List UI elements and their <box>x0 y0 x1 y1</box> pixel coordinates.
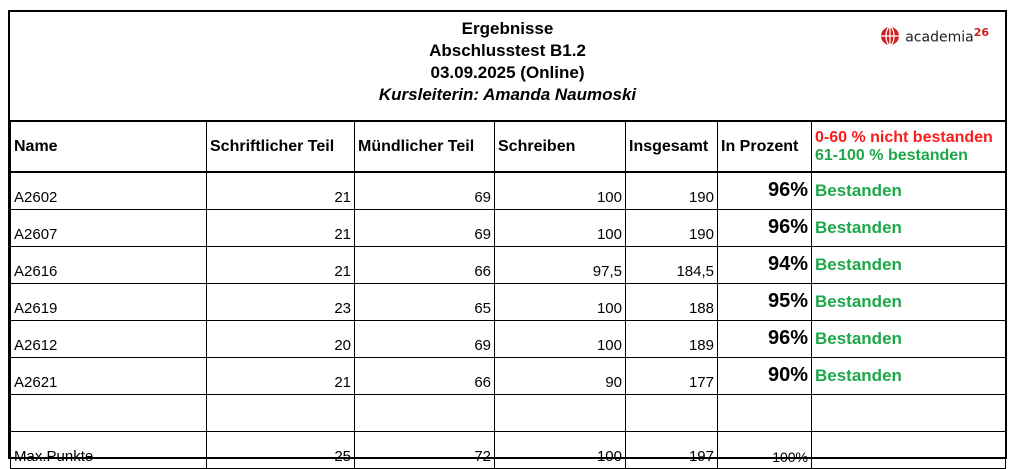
max-writing: 100 <box>495 431 626 468</box>
table-row <box>11 172 1006 209</box>
table-row <box>11 357 1006 394</box>
cell-written: 20 <box>207 320 355 357</box>
academia-logo <box>880 26 989 46</box>
cell-oral: 69 <box>355 209 495 246</box>
cell-percent: 96% <box>718 320 812 357</box>
cell-written: 23 <box>207 283 355 320</box>
cell-name: A2612 <box>11 320 207 357</box>
cell-writing: 100 <box>495 283 626 320</box>
sheet-title: Ergebnisse <box>461 19 554 38</box>
cell-oral: 65 <box>355 283 495 320</box>
cell-name: A2616 <box>11 246 207 283</box>
empty-cell <box>812 431 1006 468</box>
cell-name: A2619 <box>11 283 207 320</box>
cell-oral: 66 <box>355 246 495 283</box>
cell-writing: 100 <box>495 209 626 246</box>
cell-total: 188 <box>626 283 718 320</box>
cell-percent: 96% <box>718 209 812 246</box>
max-written: 25 <box>207 431 355 468</box>
cell-written: 21 <box>207 172 355 209</box>
globe-logo-icon <box>880 26 900 46</box>
legend-pass: 61-100 % bestanden <box>815 146 968 164</box>
cell-total: 190 <box>626 172 718 209</box>
cell-status: Bestanden <box>812 209 1006 246</box>
table-row <box>11 320 1006 357</box>
table-row <box>11 246 1006 283</box>
cell-oral: 69 <box>355 320 495 357</box>
cell-status: Bestanden <box>812 283 1006 320</box>
col-header-percent: In Prozent <box>718 121 812 172</box>
max-total: 197 <box>626 431 718 468</box>
test-date: 03.09.2025 (Online) <box>430 63 585 82</box>
cell-name: A2621 <box>11 357 207 394</box>
cell-writing: 100 <box>495 320 626 357</box>
cell-total: 190 <box>626 209 718 246</box>
grading-legend <box>812 121 1006 172</box>
test-name: Abschlusstest B1.2 <box>429 41 586 60</box>
table-header-row <box>11 121 1006 172</box>
max-percent: 100% <box>718 431 812 468</box>
empty-cell <box>812 394 1006 431</box>
cell-written: 21 <box>207 246 355 283</box>
cell-status: Bestanden <box>812 320 1006 357</box>
cell-percent: 96% <box>718 172 812 209</box>
cell-total: 184,5 <box>626 246 718 283</box>
cell-oral: 66 <box>355 357 495 394</box>
cell-writing: 100 <box>495 172 626 209</box>
cell-total: 189 <box>626 320 718 357</box>
cell-percent: 95% <box>718 283 812 320</box>
cell-percent: 94% <box>718 246 812 283</box>
max-points-row <box>11 431 1006 468</box>
empty-row <box>11 394 1006 431</box>
empty-cell <box>11 394 207 431</box>
cell-name: A2607 <box>11 209 207 246</box>
legend-fail: 0-60 % nicht bestanden <box>815 128 993 146</box>
empty-cell <box>718 394 812 431</box>
table-row <box>11 283 1006 320</box>
sheet-header <box>10 12 1005 120</box>
max-label: Max.Punkte <box>11 431 207 468</box>
results-table <box>10 120 1006 469</box>
cell-percent: 90% <box>718 357 812 394</box>
empty-cell <box>355 394 495 431</box>
cell-written: 21 <box>207 209 355 246</box>
cell-written: 21 <box>207 357 355 394</box>
col-header-total: Insgesamt <box>626 121 718 172</box>
max-oral: 72 <box>355 431 495 468</box>
table-row <box>11 209 1006 246</box>
col-header-name: Name <box>11 121 207 172</box>
instructor: Kursleiterin: Amanda Naumoski <box>378 85 637 104</box>
col-header-writing: Schreiben <box>495 121 626 172</box>
logo-text: academia$^{26}$ <box>905 26 989 46</box>
empty-cell <box>207 394 355 431</box>
empty-cell <box>495 394 626 431</box>
cell-name: A2602 <box>11 172 207 209</box>
cell-oral: 69 <box>355 172 495 209</box>
col-header-oral: Mündlicher Teil <box>355 121 495 172</box>
cell-status: Bestanden <box>812 172 1006 209</box>
cell-status: Bestanden <box>812 357 1006 394</box>
cell-writing: 97,5 <box>495 246 626 283</box>
results-sheet <box>8 10 1007 465</box>
cell-status: Bestanden <box>812 246 1006 283</box>
cell-total: 177 <box>626 357 718 394</box>
cell-writing: 90 <box>495 357 626 394</box>
col-header-written: Schriftlicher Teil <box>207 121 355 172</box>
empty-cell <box>626 394 718 431</box>
